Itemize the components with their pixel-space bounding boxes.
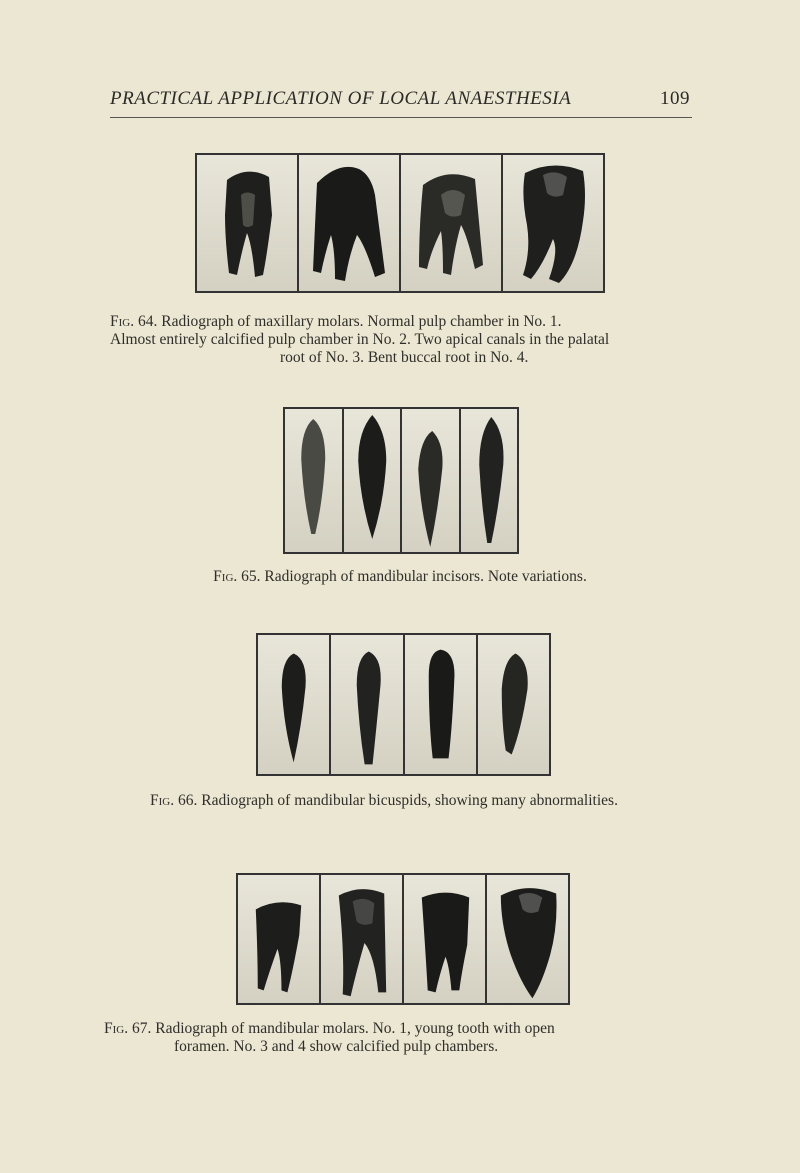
molar-radiograph-icon	[401, 155, 501, 291]
fig-64-panel-2	[299, 155, 401, 291]
page-number: 109	[660, 88, 690, 109]
fig-66-panel-4	[478, 635, 549, 774]
incisor-radiograph-icon	[285, 409, 342, 552]
fig-65-panel-4	[461, 409, 518, 552]
figure-label: Fig. 67.	[104, 1020, 152, 1037]
fig-64-panel-3	[401, 155, 503, 291]
fig-67-panel-1	[238, 875, 321, 1003]
fig-66-caption	[150, 792, 750, 810]
caption-line: Almost entirely calcified pulp chamber in No. 2. Two apical canals in the palatal	[110, 331, 610, 348]
incisor-radiograph-icon	[402, 409, 459, 552]
fig-64-panel-1	[197, 155, 299, 291]
incisor-radiograph-icon	[344, 409, 401, 552]
fig-65-panel-2	[344, 409, 403, 552]
figure-label: Fig. 64.	[110, 313, 158, 330]
caption-line: foramen. No. 3 and 4 show calcified pulp chambers.	[174, 1038, 499, 1055]
fig-66-panel-1	[258, 635, 331, 774]
bicuspid-radiograph-icon	[331, 635, 402, 774]
fig-64-radiographs	[195, 153, 605, 293]
molar-radiograph-icon	[197, 155, 297, 291]
fig-67-panel-4	[487, 875, 568, 1003]
fig-64-panel-4	[503, 155, 603, 291]
page-header	[110, 88, 690, 110]
header-rule	[110, 117, 692, 118]
fig-67-caption	[104, 1020, 724, 1056]
bicuspid-radiograph-icon	[478, 635, 549, 774]
fig-67-panel-2	[321, 875, 404, 1003]
caption-line: Radiograph of maxillary molars. Normal pulp chamber in No. 1.	[161, 313, 562, 330]
fig-64-caption	[110, 313, 710, 367]
caption-line: Radiograph of mandibular molars. No. 1, young tooth with open	[155, 1020, 555, 1037]
fig-65-panel-3	[402, 409, 461, 552]
figure-label: Fig. 65.	[213, 568, 261, 585]
running-title: PRACTICAL APPLICATION OF LOCAL ANAESTHESIA	[110, 88, 572, 109]
figure-label: Fig. 66.	[150, 792, 198, 809]
caption-line: root of No. 3. Bent buccal root in No. 4.	[280, 349, 529, 366]
molar-radiograph-icon	[299, 155, 399, 291]
bicuspid-radiograph-icon	[405, 635, 476, 774]
molar-radiograph-icon	[487, 875, 568, 1003]
incisor-radiograph-icon	[461, 409, 518, 552]
molar-radiograph-icon	[404, 875, 485, 1003]
fig-66-panel-2	[331, 635, 404, 774]
fig-66-radiographs	[256, 633, 551, 776]
molar-radiograph-icon	[503, 155, 603, 291]
fig-65-radiographs	[283, 407, 519, 554]
fig-67-panel-3	[404, 875, 487, 1003]
molar-radiograph-icon	[238, 875, 319, 1003]
fig-65-panel-1	[285, 409, 344, 552]
fig-65-caption	[100, 568, 700, 586]
fig-67-radiographs	[236, 873, 570, 1005]
fig-66-panel-3	[405, 635, 478, 774]
molar-radiograph-icon	[321, 875, 402, 1003]
bicuspid-radiograph-icon	[258, 635, 329, 774]
caption-line: Radiograph of mandibular bicuspids, showing many abnormalities.	[201, 792, 618, 809]
caption-line: Radiograph of mandibular incisors. Note variations.	[264, 568, 587, 585]
